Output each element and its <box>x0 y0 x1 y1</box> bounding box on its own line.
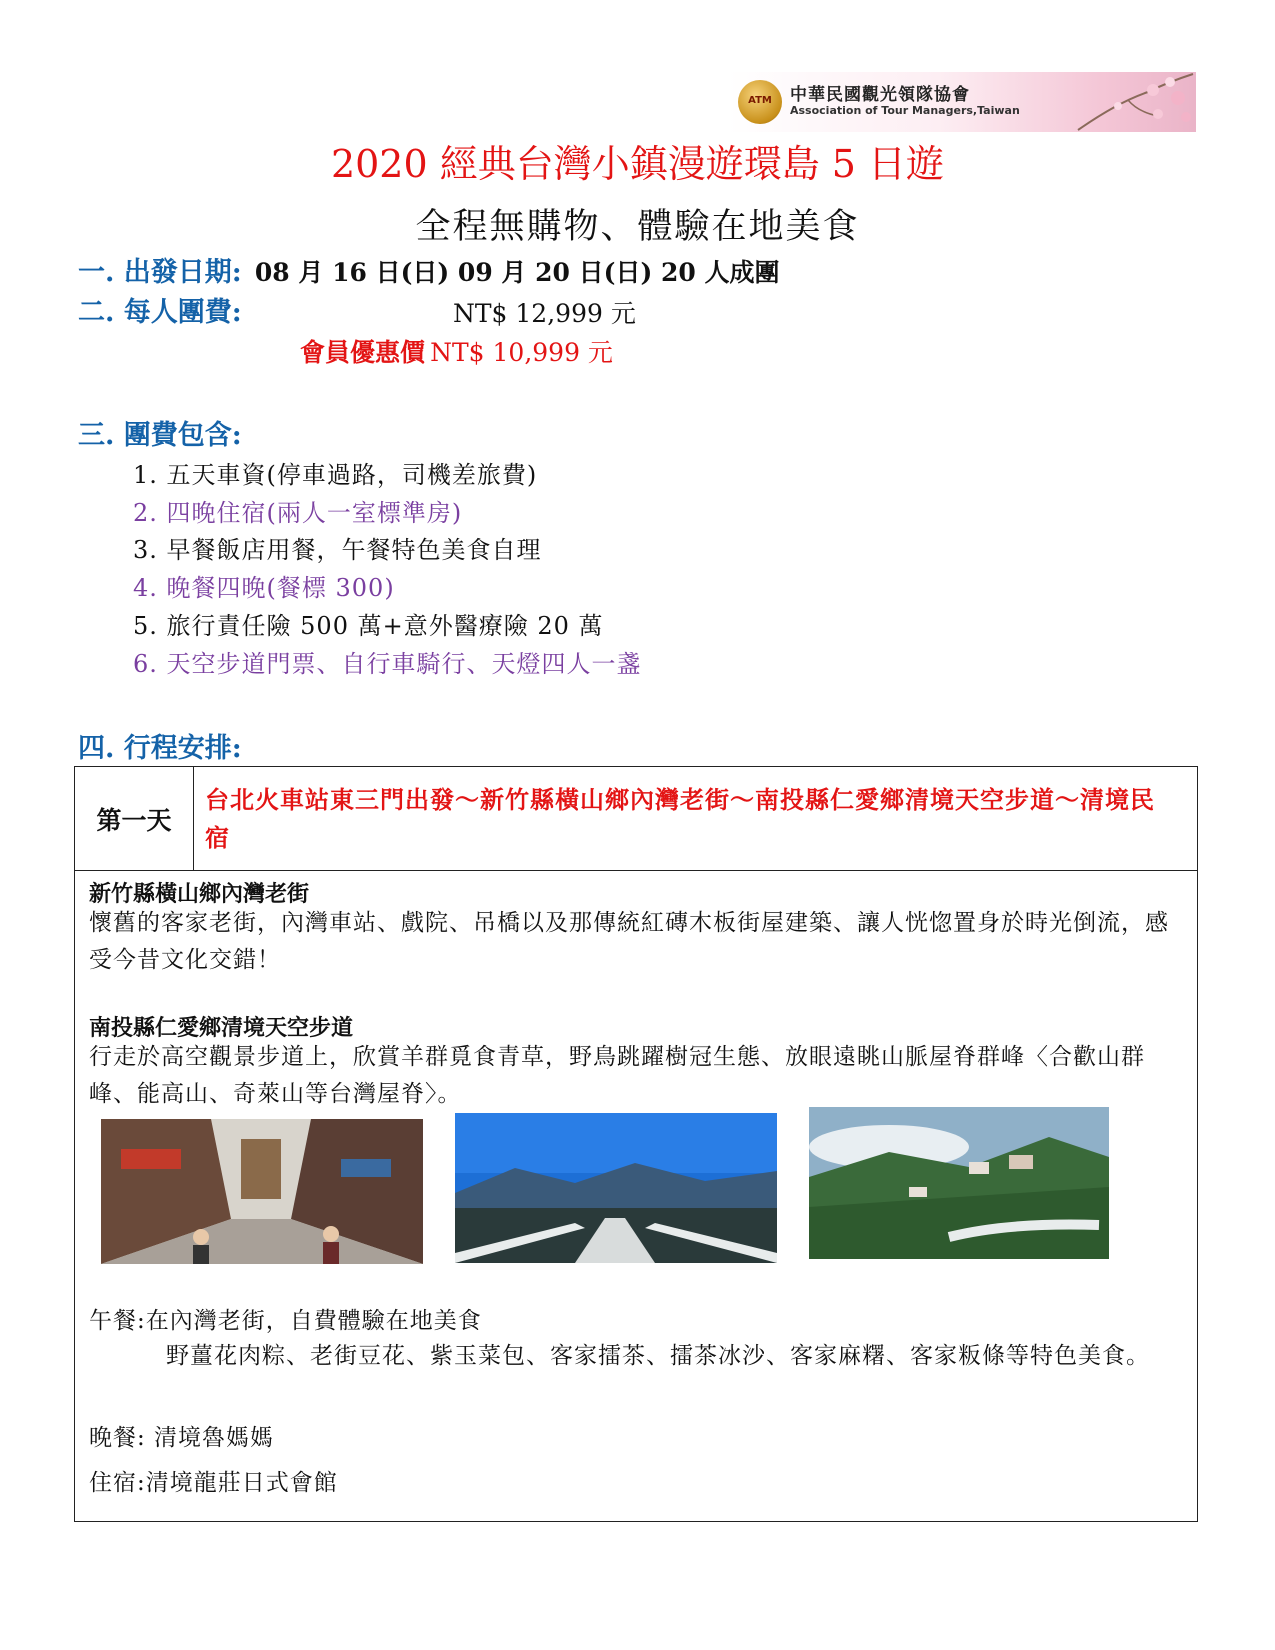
day-label: 第一天 <box>75 767 194 870</box>
fee-price: NT$ 12,999 元 <box>453 299 636 328</box>
photo-qingjing-farm <box>809 1107 1109 1259</box>
photo-neiwan-old-street <box>101 1119 423 1264</box>
day-route: 台北火車站東三門出發～新竹縣橫山鄉內灣老街～南投縣仁愛鄉清境天空步道～清境民宿 <box>205 785 1155 852</box>
member-price: NT$ 10,999 元 <box>430 338 613 367</box>
fee-label: 二. 每人團費: <box>78 297 242 328</box>
spot-title-neiwan: 新竹縣橫山鄉內灣老街 <box>89 881 310 907</box>
page-subtitle: 全程無購物、體驗在地美食 <box>415 207 860 247</box>
departure-row <box>78 250 779 289</box>
association-logo-banner <box>728 72 1196 132</box>
include-item: 3. 早餐飯店用餐，午餐特色美食自理 <box>133 536 542 564</box>
include-item: 6. 天空步道門票、自行車騎行、天燈四人一盞 <box>133 650 642 678</box>
photo-skywalk-view <box>455 1113 777 1263</box>
cherry-blossom-icon <box>1058 72 1196 132</box>
association-name-en: Association of Tour Managers,Taiwan <box>790 104 1020 117</box>
include-item: 2. 四晚住宿(兩人一室標準房) <box>133 499 463 527</box>
day-header-row <box>75 767 1197 871</box>
dinner-info: 晚餐: 清境魯媽媽 <box>89 1425 275 1451</box>
departure-label: 一. 出發日期: <box>78 257 242 288</box>
spot-desc-neiwan: 懷舊的客家老街，內灣車站、戲院、吊橋以及那傳統紅磚木板街屋建築、讓人恍惚置身於時光倒流，感受今昔文化交錯！ <box>89 910 1169 973</box>
include-item: 1. 五天車資(停車過路，司機差旅費) <box>133 461 538 489</box>
lunch-detail: 野薑花肉粽、老街豆花、紫玉菜包、客家擂茶、擂茶冰沙、客家麻糬、客家粄條等特色美食。 <box>166 1343 1150 1369</box>
lunch-info: 午餐:在內灣老街，自費體驗在地美食 <box>89 1308 482 1334</box>
association-seal-icon <box>738 80 782 124</box>
member-price-row <box>300 333 613 369</box>
seal-text: ATM <box>748 95 772 106</box>
spot-desc-skywalk: 行走於高空觀景步道上，欣賞羊群覓食青草，野鳥跳躍樹冠生態、放眼遠眺山脈屋脊群峰〈合歡山群峰、能高山、奇萊山等台灣屋脊〉。 <box>89 1044 1145 1107</box>
lodging-info: 住宿:清境龍莊日式會館 <box>89 1470 338 1496</box>
itinerary-label: 四. 行程安排: <box>78 733 242 764</box>
include-item: 4. 晚餐四晚(餐標 300) <box>133 574 395 602</box>
member-price-label: 會員優惠價 <box>300 338 426 367</box>
include-item: 5. 旅行責任險 500 萬+意外醫療險 20 萬 <box>133 612 604 640</box>
includes-label: 三. 團費包含: <box>78 420 242 451</box>
day-one-table <box>74 766 1198 1522</box>
departure-dates: 08 月 16 日(日) 09 月 20 日(日) 20 人成團 <box>254 258 780 287</box>
fee-row <box>78 290 242 329</box>
association-name-zh: 中華民國觀光領隊協會 <box>790 85 970 105</box>
spot-title-skywalk: 南投縣仁愛鄉清境天空步道 <box>89 1015 354 1041</box>
page-title: 2020 經典台灣小鎮漫遊環島 5 日遊 <box>330 142 945 186</box>
